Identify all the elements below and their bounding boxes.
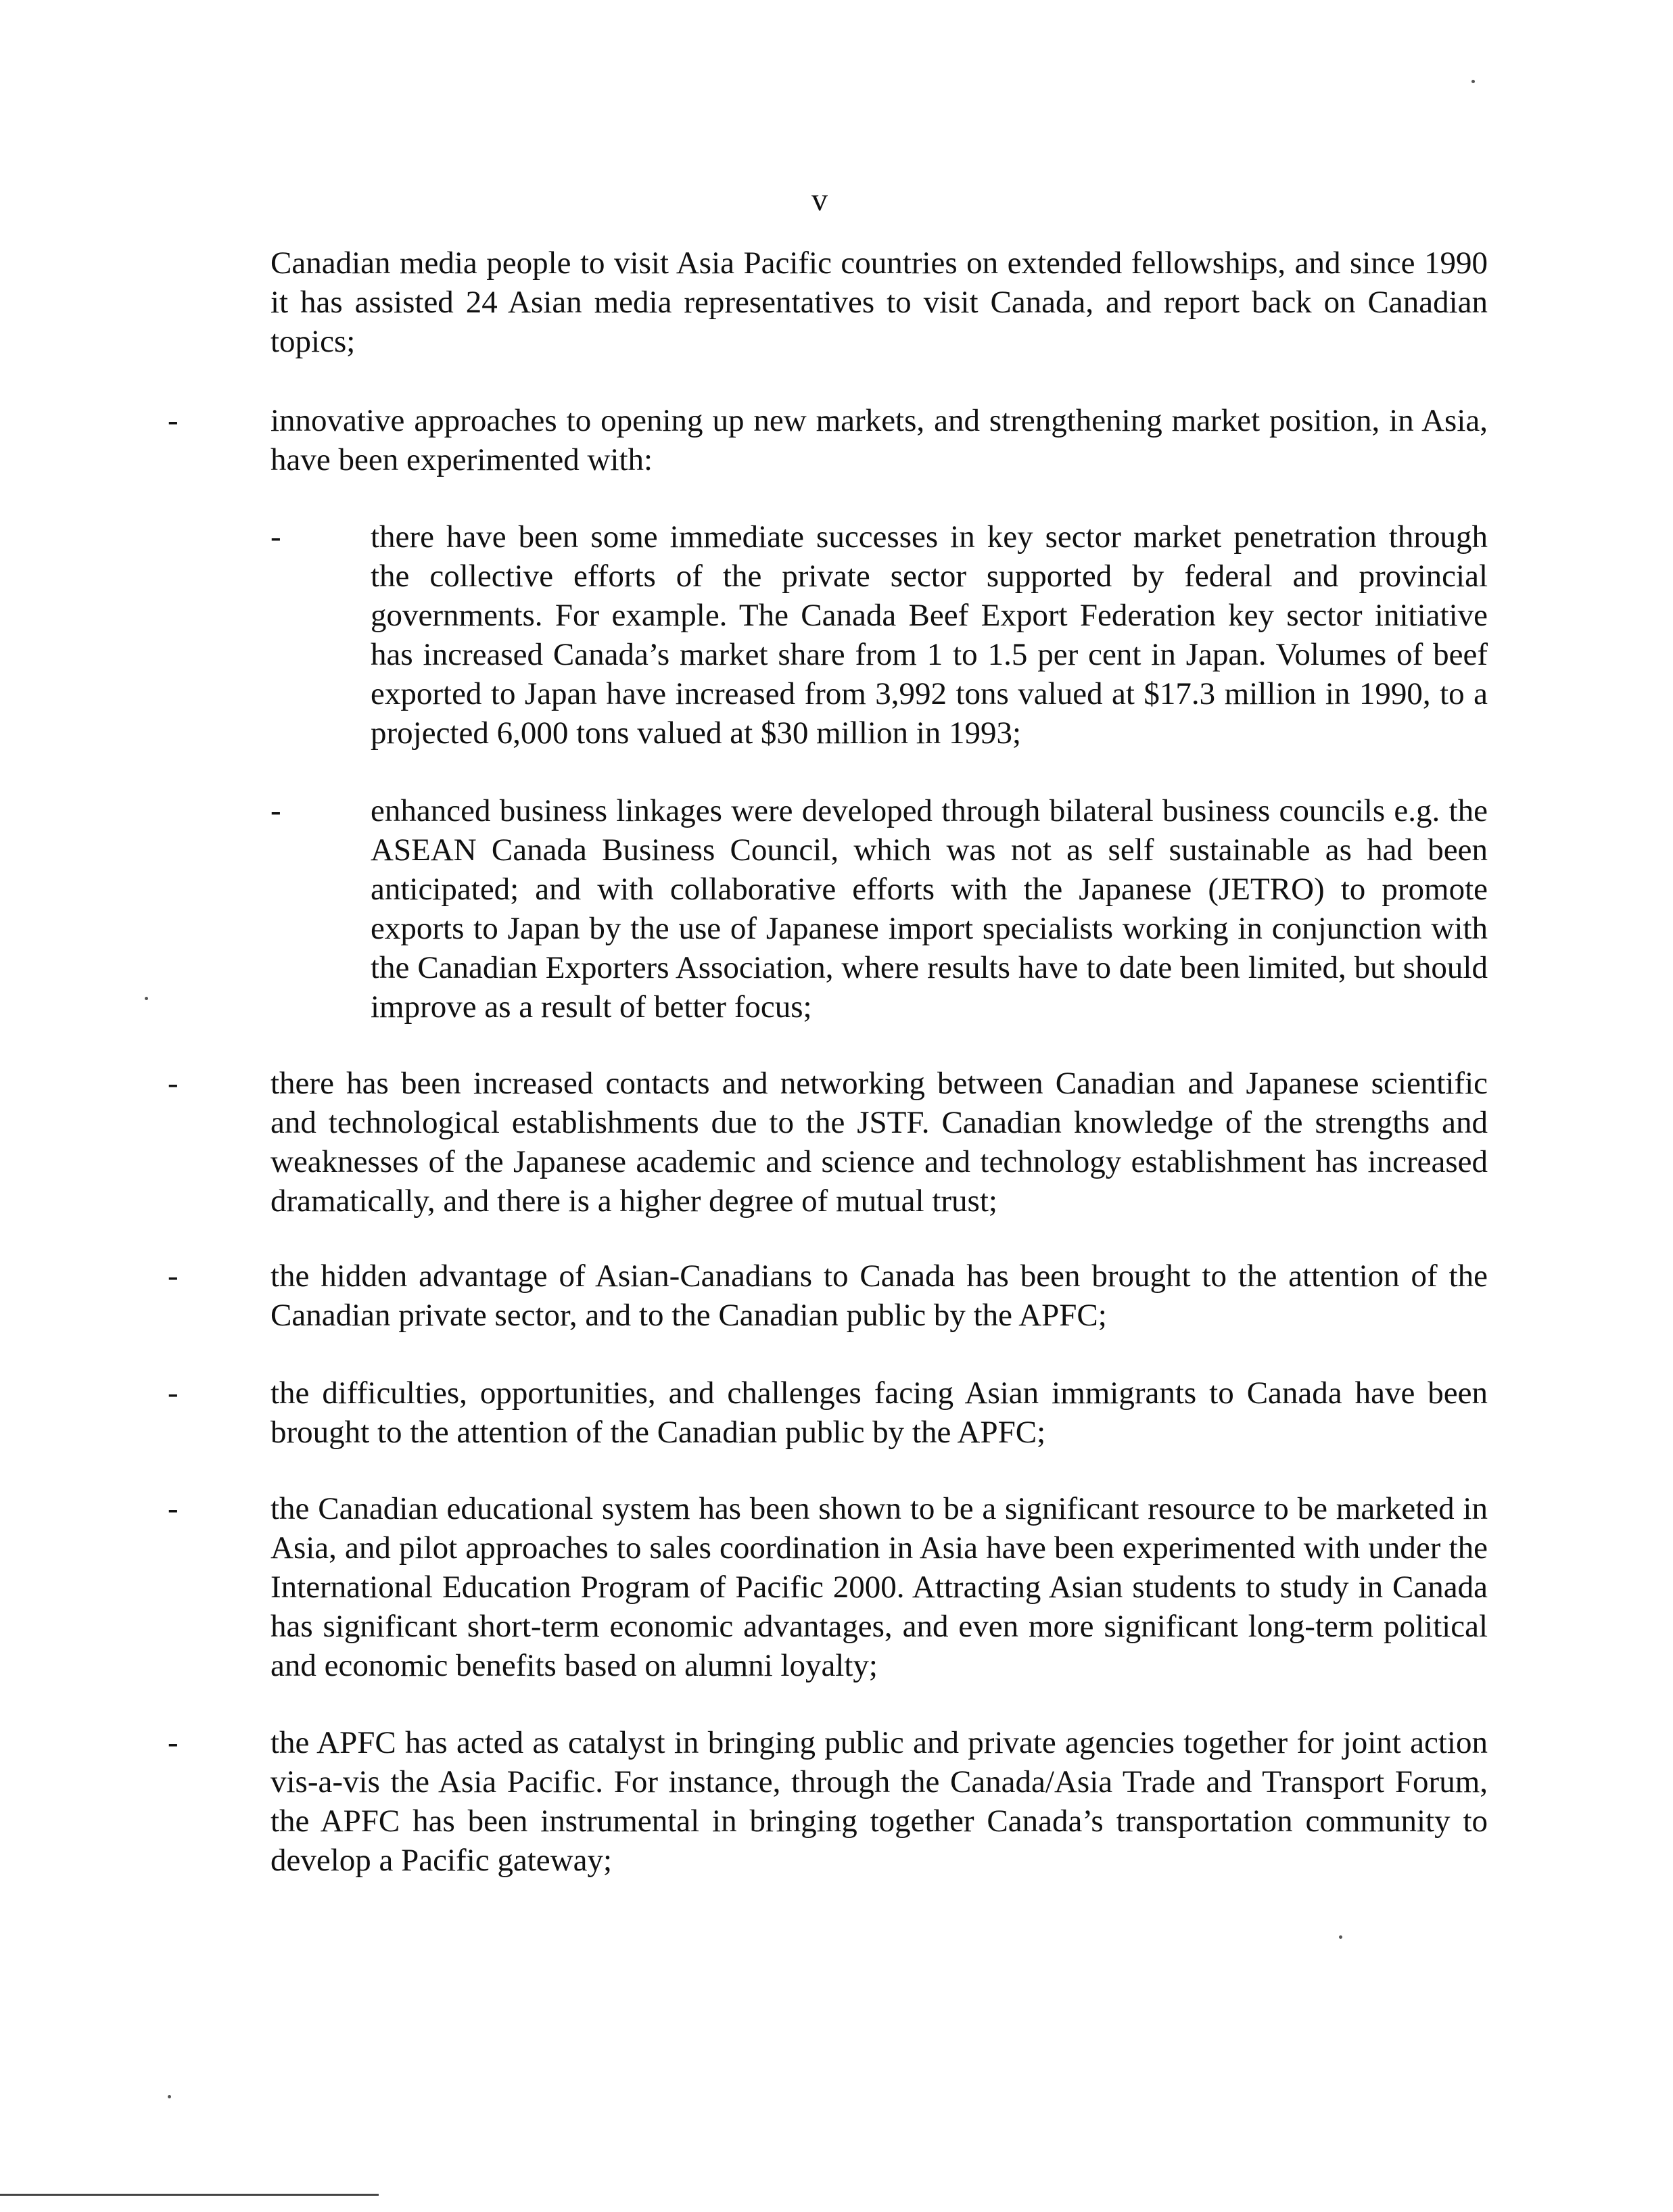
bullet-market-approaches: innovative approaches to opening up new markets, and strengthening market position, in Asia, have been experimented with: [270,403,1488,477]
bullet-marker: - [168,1375,179,1411]
bullet-jstf-networking: there has been increased contacts and networking between Canadian and Japanese scientific and technological establishments due to the JSTF. Canadian knowledge of the strengths and weaknesses of the Japanese academic and science and technology establishment has increased dramatically, and there is a higher degree of mutual trust; [270,1066,1488,1219]
bullet-marker: - [168,1258,179,1294]
bullet-immigrants: the difficulties, opportunities, and challenges facing Asian immigrants to Canada have been brought to the attention of the Canadian public by the APFC; [270,1375,1488,1450]
scan-speck [145,997,148,1000]
bullet-marker: - [168,1725,179,1760]
scan-speck [1339,1935,1342,1939]
sub-bullet-marker: - [270,519,281,555]
sub-bullet-beef-exports: there have been some immediate successes in key sector market penetration through the collective efforts of the private sector supported by federal and provincial governments. For example. The Canada Beef Export Federation key sector initiative has increased Canada’s market share from 1 to 1.5 per cent in Japan. Volumes of beef exported to Japan have increased from 3,992 tons valued at $17.3 million in 1990, to a projected 6,000 tons valued at $30 million in 1993; [371,519,1488,751]
bullet-education: the Canadian educational system has been shown to be a significant resource to be marketed in Asia, and pilot approaches to sales coordination in Asia have been experimented with under the International Education Program of Pacific 2000. Attracting Asian students to study in Canada has significant short-term economic advantages, and even more significant long-term political and economic benefits based on alumni loyalty; [270,1491,1488,1683]
bullet-apfc-catalyst: the APFC has acted as catalyst in bringing public and private agencies together for joint action vis-a-vis the Asia Pacific. For instance, through the Canada/Asia Trade and Transport Forum, the APFC has been instrumental in bringing together Canada’s transportation community to develop a Pacific gateway; [270,1725,1488,1878]
scan-speck [1471,80,1475,83]
scan-edge-rule [0,2194,379,2196]
bullet-marker: - [168,1066,179,1101]
bullet-marker: - [168,1491,179,1526]
bullet-marker: - [168,403,179,438]
sub-bullet-marker: - [270,793,281,828]
continuation-paragraph: Canadian media people to visit Asia Pacific countries on extended fellowships, and since 1990 it has assisted 24 Asian media representatives to visit Canada, and report back on Canadian topics; [270,245,1488,359]
bullet-asian-canadians: the hidden advantage of Asian-Canadians to Canada has been brought to the attention of the Canadian private sector, and to the Canadian public by the APFC; [270,1258,1488,1333]
page-number: v [811,182,828,218]
sub-bullet-business-linkages: enhanced business linkages were developed through bilateral business councils e.g. the ASEAN Canada Business Council, which was not as self sustainable as had been anticipated; and with collaborative efforts with the Japanese (JETRO) to promote exports to Japan by the use of Japanese import specialists working in conjunction with the Canadian Exporters Association, where results have to date been limited, but should improve as a result of better focus; [371,793,1488,1025]
scan-speck [168,2095,171,2098]
